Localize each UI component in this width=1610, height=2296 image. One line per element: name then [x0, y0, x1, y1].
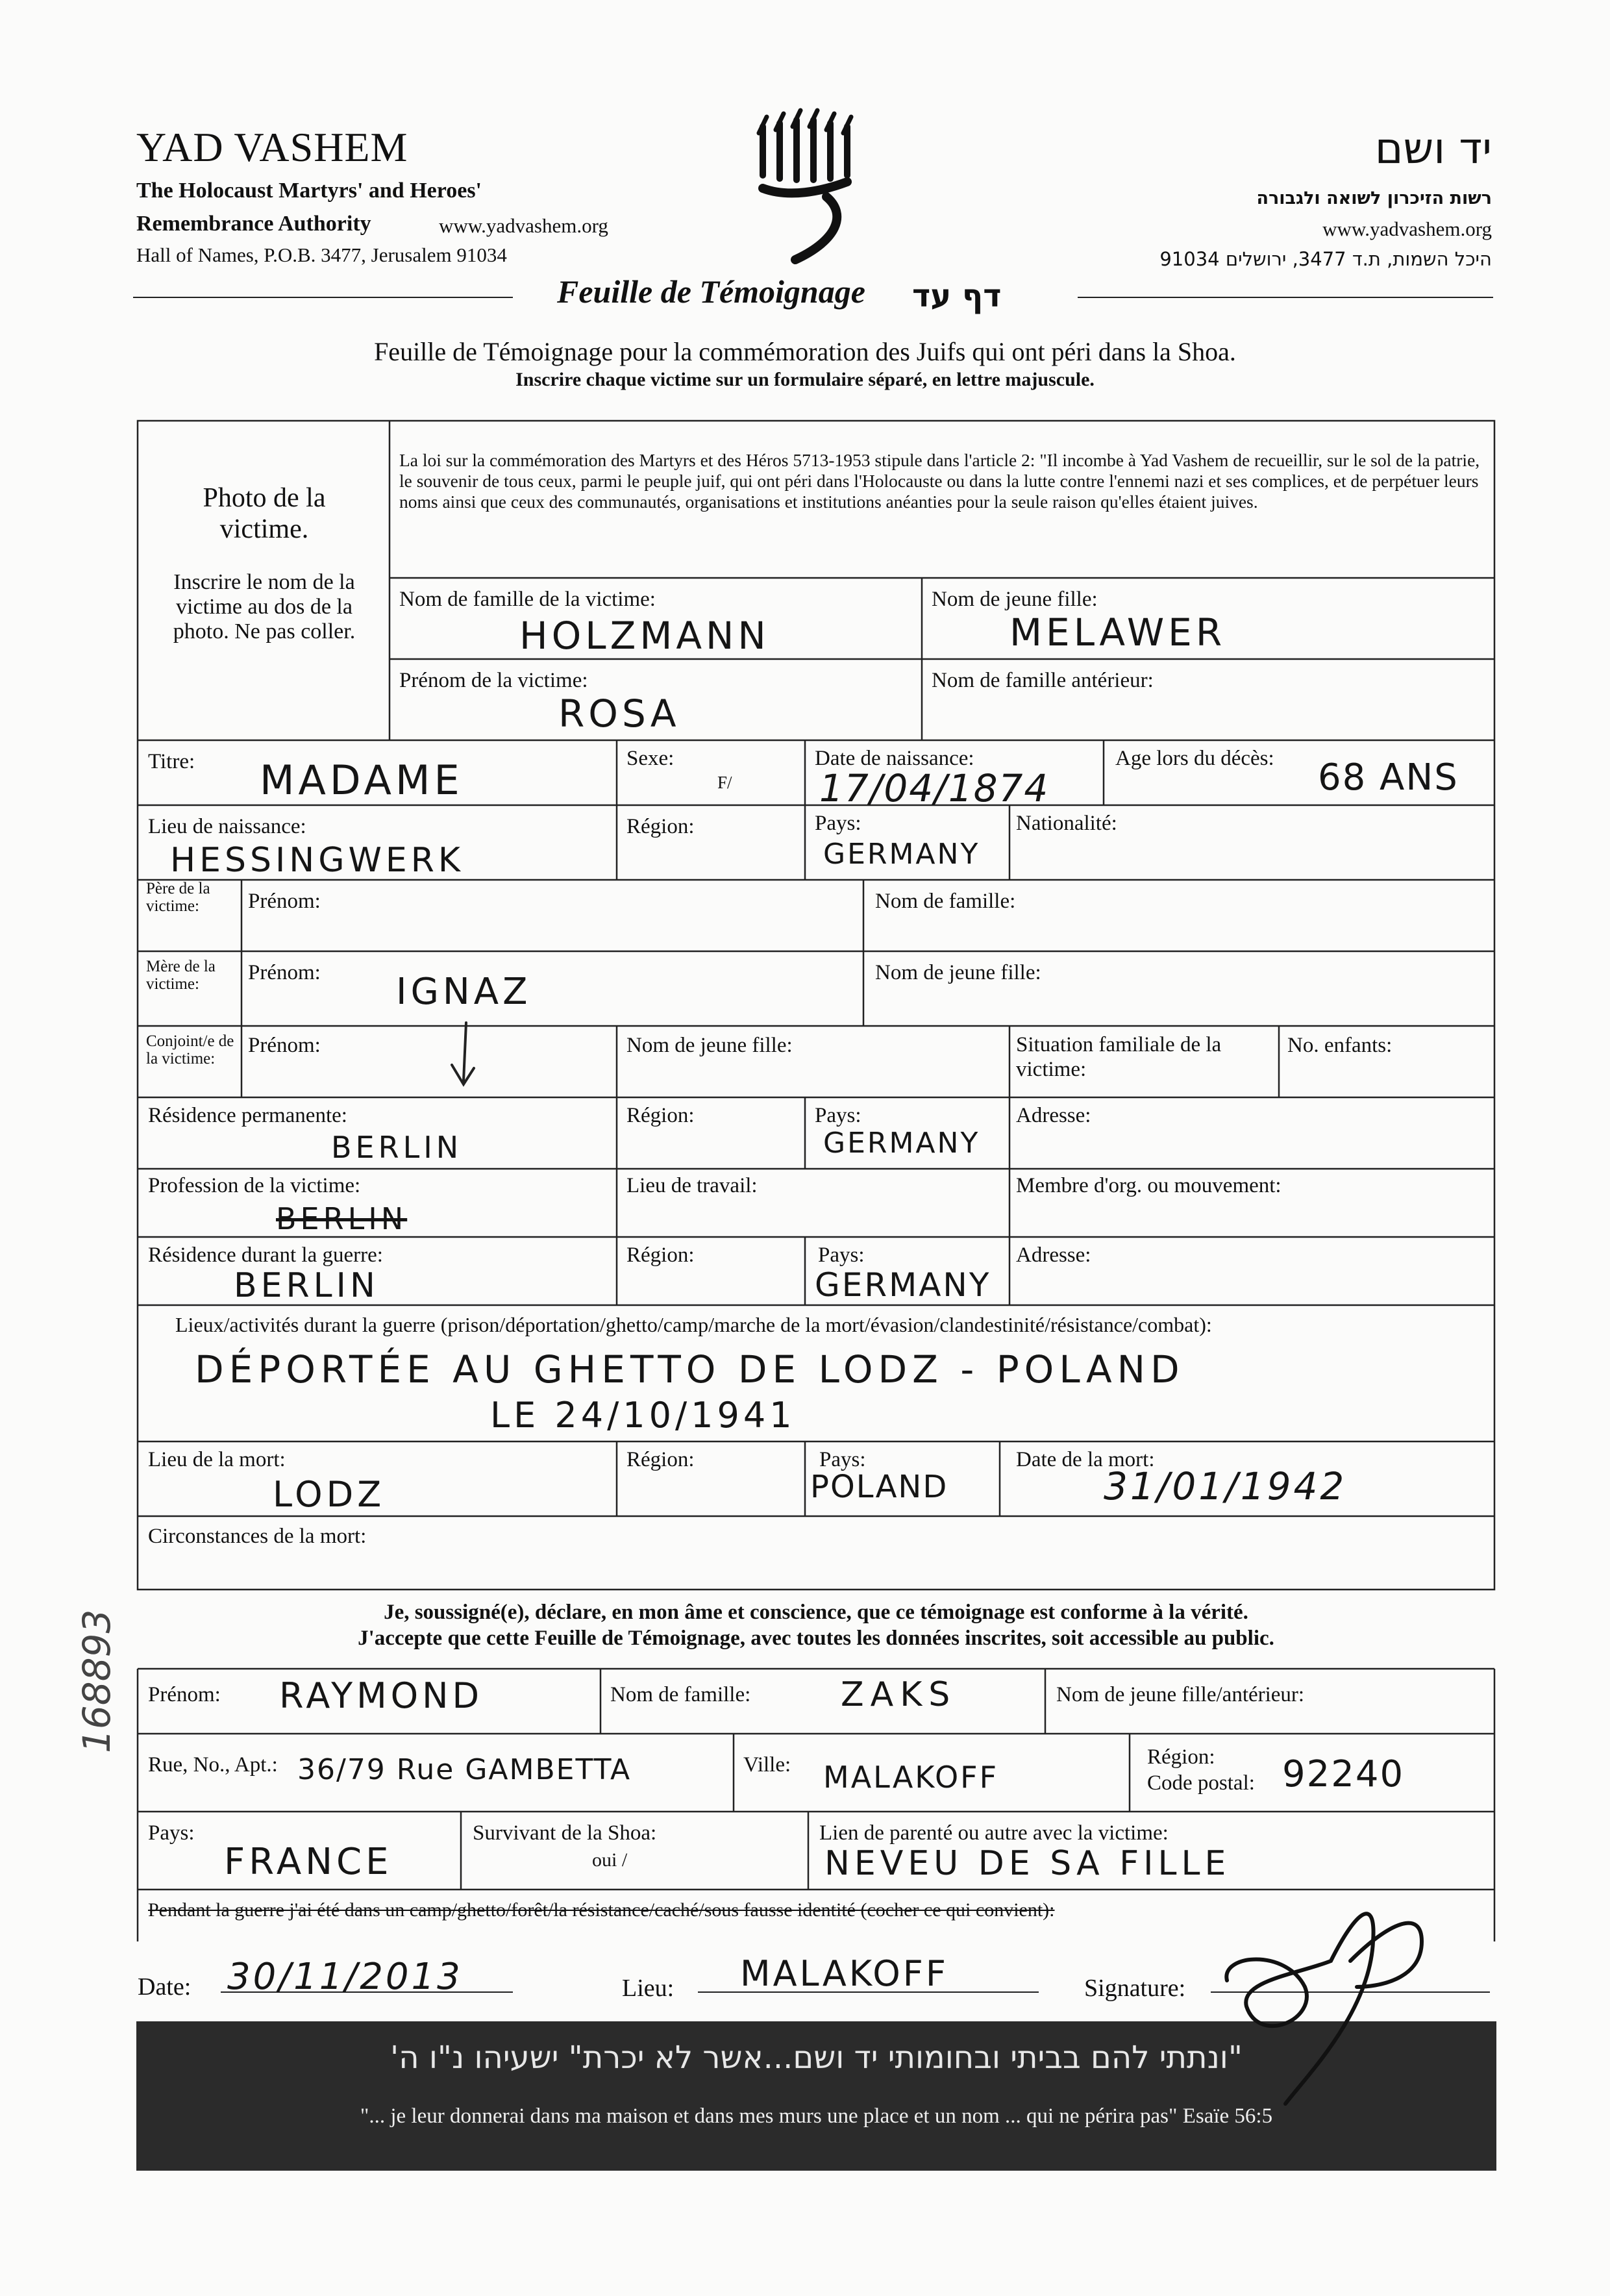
label-sub-maiden-prev: Nom de jeune fille/antérieur: [1056, 1683, 1305, 1706]
signature-drawing [1208, 1883, 1480, 2130]
label-wartime-address: Adresse: [1016, 1243, 1091, 1267]
value-birth-date[interactable]: 17/04/1874 [819, 766, 1050, 810]
authority-line-2: Remembrance Authority [136, 212, 371, 236]
label-death-place: Lieu de la mort: [148, 1448, 286, 1471]
footer-french-quote: "... je leur donnerai dans ma maison et dans mes murs une place et un nom ... qui ne périra pas" Esaïe 56:5 [360, 2104, 1273, 2128]
label-marital-status: Situation familiale de la victime: [1016, 1033, 1222, 1081]
intro-line-1: Feuille de Témoignage pour la commémoration des Juifs qui ont péri dans la Shoa. [374, 337, 1236, 366]
label-title: Titre: [148, 750, 195, 773]
address-hebrew: היכל השמות, ת.ד 3477, ירושלים 91034 [1159, 248, 1492, 270]
label-date: Date: [138, 1973, 192, 2001]
label-spouse-first-name: Prénom: [248, 1034, 321, 1057]
authority-line-1: The Holocaust Martyrs' and Heroes' [136, 179, 482, 203]
label-death-region: Région: [626, 1448, 695, 1471]
org-name-hebrew: יד ושם [1374, 123, 1492, 173]
declaration-line-1: Je, soussigné(e), déclare, en mon âme et conscience, que ce témoignage est conforme à la vérité. [384, 1601, 1248, 1624]
value-sub-city[interactable]: MALAKOFF [823, 1760, 999, 1795]
label-wartime-residence: Résidence durant la guerre: [148, 1243, 383, 1267]
label-age-at-death: Age lors du décès: [1115, 747, 1274, 770]
photo-box[interactable] [138, 421, 390, 740]
value-sub-last-name[interactable]: ZAKS [841, 1675, 957, 1714]
label-residence-address: Adresse: [1016, 1104, 1091, 1127]
label-num-children: No. enfants: [1287, 1034, 1393, 1057]
label-father-first-name: Prénom: [248, 890, 321, 913]
value-residence-city[interactable]: BERLIN [331, 1130, 463, 1165]
value-sub-relation[interactable]: NEVEU DE SA FILLE [824, 1844, 1231, 1883]
value-wartime-line-1[interactable]: DÉPORTÉE AU GHETTO DE LODZ - POLAND [195, 1347, 1185, 1391]
label-residence-country: Pays: [815, 1104, 861, 1127]
photo-box-title: Photo de la victime. [203, 483, 326, 544]
label-death-circumstances: Circonstances de la mort: [148, 1525, 367, 1548]
value-first-name[interactable]: ROSA [558, 692, 680, 736]
value-birth-place[interactable]: HESSINGWERK [170, 841, 465, 880]
photo-box-instructions: Inscrire le nom de la victime au dos de la photo. Ne pas coller. [173, 570, 356, 643]
label-signature: Signature: [1084, 1975, 1186, 2002]
label-place: Lieu: [622, 1975, 675, 2002]
arrow-down-icon [448, 1019, 480, 1091]
label-father-family-name: Nom de famille: [875, 890, 1016, 913]
label-residence-region: Région: [626, 1104, 695, 1127]
value-sub-postal[interactable]: 92240 [1282, 1753, 1405, 1795]
value-wartime-city[interactable]: BERLIN [234, 1266, 379, 1305]
value-age-at-death[interactable]: 68 ANS [1318, 756, 1459, 799]
label-mother: Mère de la victime: [146, 958, 216, 993]
label-death-date: Date de la mort: [1016, 1448, 1155, 1471]
value-place[interactable]: MALAKOFF [740, 1953, 948, 1994]
form-title: Feuille de Témoignage [557, 273, 865, 310]
declaration-line-2: J'accepte que cette Feuille de Témoignage, avec toutes les données inscrites, soit accessible au public. [358, 1627, 1274, 1650]
form-title-hebrew: דף עד [912, 278, 1002, 314]
value-wartime-country[interactable]: GERMANY [815, 1266, 991, 1304]
value-death-date[interactable]: 31/01/1942 [1104, 1464, 1347, 1508]
label-sub-country: Pays: [148, 1821, 195, 1845]
label-spouse-maiden-name: Nom de jeune fille: [626, 1034, 793, 1057]
stamp-number: 168893 [75, 1609, 119, 1753]
label-birth-country: Pays: [815, 812, 861, 835]
label-sub-first-name: Prénom: [148, 1683, 221, 1706]
website: www.yadvashem.org [439, 214, 608, 237]
org-name: YAD VASHEM [136, 124, 408, 170]
value-birth-country[interactable]: GERMANY [823, 838, 980, 871]
law-text: La loi sur la commémoration des Martyrs et des Héros 5713-1953 stipule dans l'article 2: "Il incombe à Yad Vashem de recueillir, sur le sol de la patrie, le souvenir de tous ceux, parmi le peuple juif, qui ont péri dans l'Holocauste ou dans la lutte contre l'ennemi nazi et ses complices, et de perpétuer leurs noms ainsi que ceux des communautés, organisations et institutions anéanties pour la seule raison qu'elles étaient juives. [399, 450, 1480, 512]
value-residence-country[interactable]: GERMANY [823, 1127, 980, 1160]
label-workplace: Lieu de travail: [626, 1174, 758, 1197]
value-profession-crossed[interactable]: BERLIN [276, 1201, 408, 1236]
authority-hebrew: רשות הזיכרון לשואה ולגבורה [1256, 188, 1492, 208]
label-maiden-name: Nom de jeune fille: [932, 588, 1098, 611]
sex-options[interactable]: F/ [717, 773, 732, 792]
value-sub-country[interactable]: FRANCE [224, 1841, 393, 1883]
label-sub-family-name: Nom de famille: [610, 1683, 751, 1706]
value-death-place[interactable]: LODZ [273, 1474, 386, 1515]
label-spouse: Conjoint/e de la victime: [146, 1032, 234, 1067]
footer-hebrew-quote: "ונתתי להם בביתי ובחומותי יד ושם...אשר לא יכרת" ישעיהו נ"ו ה' [390, 2040, 1243, 2076]
label-death-country: Pays: [819, 1448, 866, 1471]
value-date[interactable]: 30/11/2013 [227, 1956, 463, 1998]
label-father: Père de la victime: [146, 880, 210, 915]
label-nationality: Nationalité: [1016, 812, 1117, 835]
label-victim-first-name: Prénom de la victime: [399, 669, 588, 692]
label-wartime-region: Région: [626, 1243, 695, 1267]
label-profession: Profession de la victime: [148, 1174, 361, 1197]
value-sub-street[interactable]: 36/79 Rue GAMBETTA [297, 1753, 632, 1786]
label-birth-date: Date de naissance: [815, 747, 974, 770]
label-mother-maiden-name: Nom de jeune fille: [875, 961, 1041, 984]
value-wartime-line-2[interactable]: LE 24/10/1941 [490, 1395, 796, 1436]
intro-line-2: Inscrire chaque victime sur un formulaire séparé, en lettre majuscule. [515, 369, 1095, 390]
label-sub-survivor: Survivant de la Shoa: [473, 1821, 657, 1845]
label-victim-last-name: Nom de famille de la victime: [399, 588, 656, 611]
label-sex: Sexe: [626, 747, 675, 770]
label-mother-first-name: Prénom: [248, 961, 321, 984]
value-death-country[interactable]: POLAND [810, 1469, 948, 1505]
label-wartime-note: Pendant la guerre j'ai été dans un camp/ghetto/forêt/la résistance/caché/sous fausse identité (cocher ce qui convient): [148, 1899, 1055, 1921]
label-sub-region: Région: [1147, 1745, 1215, 1769]
sub-survivor-options[interactable]: oui / [592, 1849, 628, 1871]
label-birth-place: Lieu de naissance: [148, 815, 306, 838]
label-birth-region: Région: [626, 815, 695, 838]
label-sub-postal: Code postal: [1147, 1771, 1255, 1795]
value-victim-last-name[interactable]: HOLZMANN [519, 614, 770, 658]
label-membership: Membre d'org. ou mouvement: [1016, 1174, 1282, 1197]
label-wartime-country: Pays: [818, 1243, 865, 1267]
address: Hall of Names, P.O.B. 3477, Jerusalem 91034 [136, 243, 507, 266]
label-wartime-places: Lieux/activités durant la guerre (prison/déportation/ghetto/camp/marche de la mort/évasion/clandestinité/résistance/combat): [175, 1313, 1212, 1336]
label-previous-last-name: Nom de famille antérieur: [932, 669, 1154, 692]
label-sub-relationship: Lien de parenté ou autre avec la victime: [819, 1821, 1169, 1845]
value-mother-first-name[interactable]: IGNAZ [396, 971, 532, 1013]
margin-stamp-number [75, 1493, 119, 1753]
label-sub-street: Rue, No., Apt.: [148, 1753, 278, 1777]
value-maiden-name[interactable]: MELAWER [1009, 610, 1226, 655]
website-hebrew-column: www.yadvashem.org [1322, 218, 1492, 240]
label-sub-city: Ville: [743, 1753, 791, 1777]
value-sub-first-name[interactable]: RAYMOND [279, 1675, 484, 1716]
value-title[interactable]: MADAME [260, 756, 464, 804]
label-permanent-residence: Résidence permanente: [148, 1104, 347, 1127]
